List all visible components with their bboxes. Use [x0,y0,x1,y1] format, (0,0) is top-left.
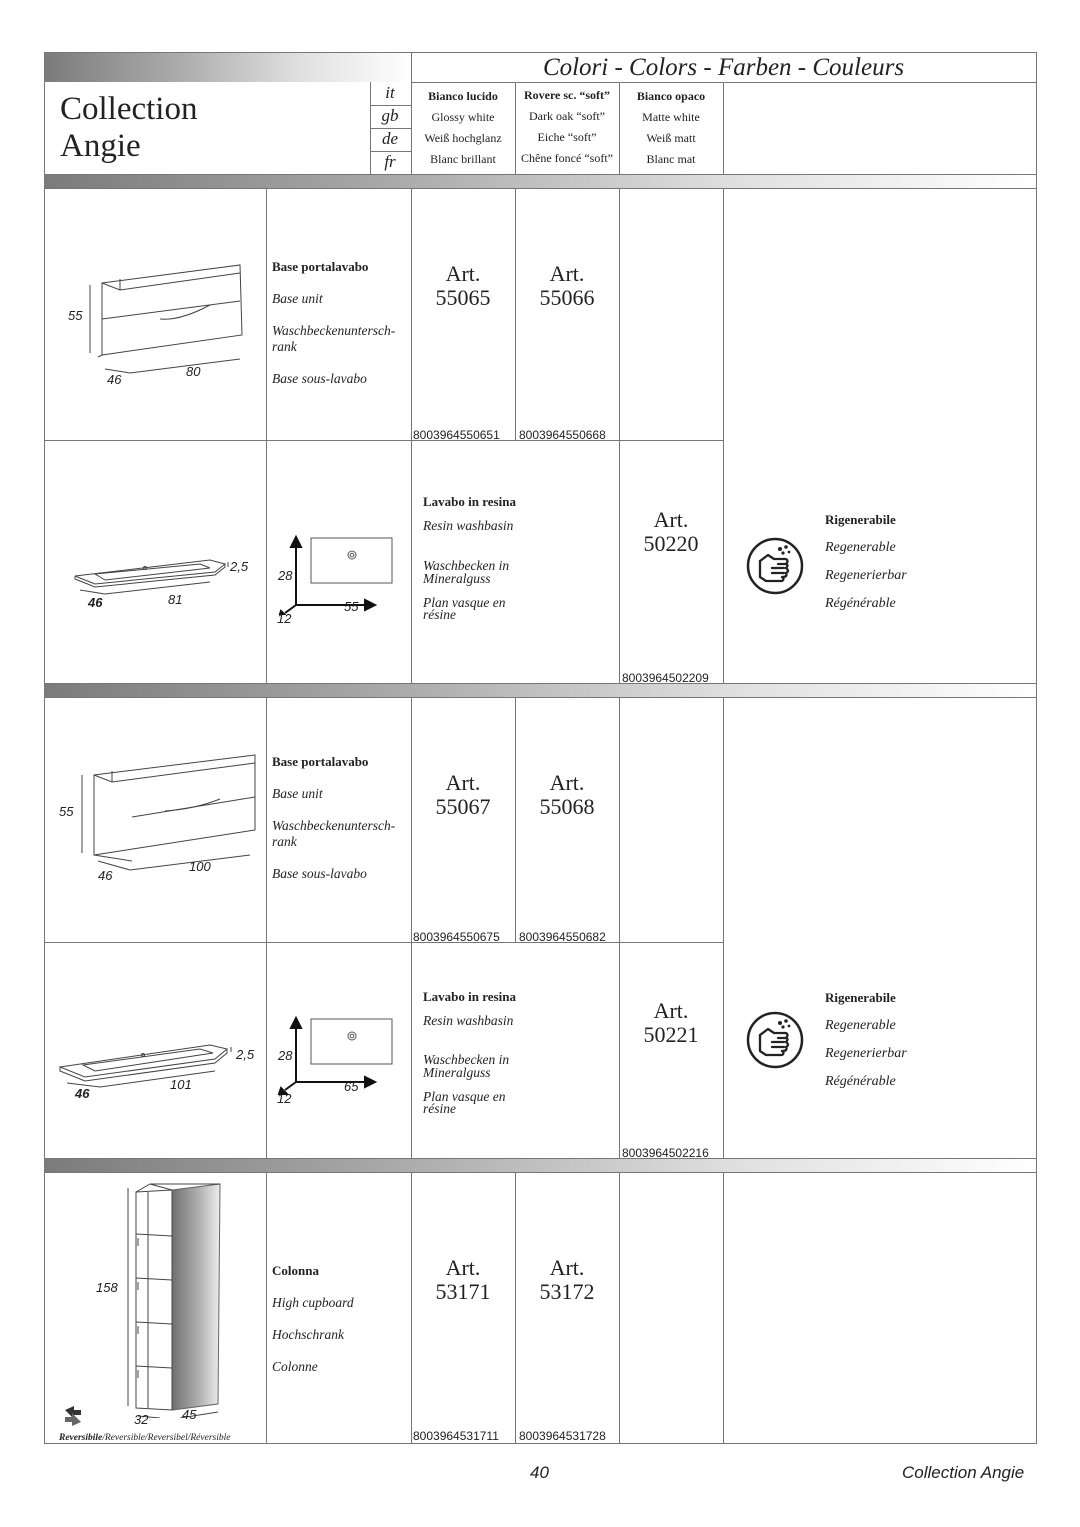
regen-2-de: Regenerierbar [825,1046,907,1061]
base-2-dim-width: 100 [189,859,211,874]
base-1-name-gb: Base unit [272,291,323,306]
art-label: Art. [549,261,585,286]
regen-2-it: Rigenerabile [825,990,896,1005]
basin-1-dim-box-height: 28 [278,568,293,583]
basin-1-name-fr-2: résine [423,607,456,622]
color-1-it: Bianco lucido [428,89,498,103]
color-3-de: Weiß matt [646,131,696,145]
header-gradient-bar [44,53,411,82]
regen-2-fr: Régénérable [825,1074,896,1089]
lang-gb: gb [381,106,399,125]
base-1-name-fr: Base sous-lavabo [272,371,367,386]
basin-2-top-view-drawing [275,1016,400,1096]
basin-1-dim-width: 81 [168,592,183,607]
base-unit-80-drawing [50,255,260,395]
reversible-note-bold: Reversibile [59,1433,103,1443]
reversible-icon [62,1404,84,1428]
base-unit-100-drawing [50,745,265,885]
base-2-name-gb: Base unit [272,786,323,801]
color-2-de: Eiche “soft” [537,130,597,144]
lang-it: it [385,83,395,102]
basin-2-dim-thickness: 2,5 [236,1047,255,1062]
ean-code: 8003964550651 [413,428,500,442]
base-2-dim-height: 55 [59,804,74,819]
basin-1-top-view-drawing [275,535,400,615]
art-label: Art. [549,770,585,795]
reversible-note-rest: /Reversible/Reversibel/Réversible [102,1433,231,1443]
page-number: 40 [530,1463,549,1482]
ean-code: 8003964502209 [622,671,709,685]
section-bar-2 [44,683,1036,697]
basin-2-dim-width: 101 [170,1077,192,1092]
base-2-name-fr: Base sous-lavabo [272,866,367,881]
column-name-it: Colonna [272,1263,319,1278]
column-dim-height: 158 [96,1280,118,1295]
color-2-it: Rovere sc. “soft” [523,88,611,102]
basin-101-drawing [55,1035,240,1090]
art-code: 55066 [539,285,595,310]
base-1-dim-depth: 46 [107,372,122,387]
basin-2-name-de-2: Mineralguss [423,1065,491,1080]
footer-collection: Collection Angie [902,1463,1025,1482]
base-2-name-it: Base portalavabo [272,754,369,769]
base-1-dim-width: 80 [186,364,201,379]
base-1-name-it: Base portalavabo [272,259,369,274]
regen-1-de: Regenerierbar [825,568,907,583]
basin-2-name-gb: Resin washbasin [423,1013,514,1028]
ean-code: 8003964550682 [519,930,606,944]
ean-code: 8003964531711 [413,1429,499,1443]
art-label: Art. [445,770,481,795]
art-label: Art. [653,998,689,1023]
basin-1-name-it: Lavabo in resina [423,494,516,509]
basin-1-dim-box-width: 55 [344,599,359,614]
ean-code: 8003964550668 [519,428,606,442]
collection-title-line1: Collection [60,91,198,127]
regenerable-hand-icon [746,537,804,595]
art-code: 55067 [435,794,491,819]
ean-code: 8003964550675 [413,930,500,944]
lang-fr: fr [384,152,396,171]
color-1-fr: Blanc brillant [430,152,496,166]
color-3-gb: Matte white [642,110,700,124]
art-label: Art. [549,1255,585,1280]
column-drawing [120,1178,230,1418]
art-code: 53171 [435,1279,491,1304]
regen-1-fr: Régénérable [825,596,896,611]
base-2-dim-depth: 46 [98,868,113,883]
regenerable-hand-icon [746,1011,804,1069]
art-code: 55065 [435,285,491,310]
basin-1-name-gb: Resin washbasin [423,518,514,533]
art-label: Art. [653,507,689,532]
basin-2-name-it: Lavabo in resina [423,989,516,1004]
basin-2-name-fr-2: résine [423,1101,456,1116]
column-name-gb: High cupboard [272,1295,354,1310]
base-1-dim-height: 55 [68,308,83,323]
column-name-de: Hochschrank [272,1327,344,1342]
regen-1-it: Rigenerabile [825,512,896,527]
column-dim-width: 45 [182,1407,197,1422]
basin-1-dim-thickness: 2,5 [230,559,249,574]
colors-title: Colori - Colors - Farben - Couleurs [542,54,905,81]
basin-2-dim-box-width: 65 [344,1079,359,1094]
art-code: 53172 [539,1279,595,1304]
ean-code: 8003964531728 [519,1429,606,1443]
color-1-de: Weiß hochglanz [424,131,502,145]
regen-2-gb: Regenerable [825,1018,896,1033]
art-code: 55068 [539,794,595,819]
art-label: Art. [445,1255,481,1280]
color-1-gb: Glossy white [431,110,495,124]
art-code: 50220 [643,531,699,556]
color-3-fr: Blanc mat [646,152,696,166]
basin-2-name-de-1: Waschbecken in [423,1052,510,1067]
art-code: 50221 [643,1022,699,1047]
basin-2-dim-depth: 46 [75,1086,90,1101]
ean-code: 8003964502216 [622,1146,709,1160]
basin-2-dim-box-depth: 12 [277,1091,292,1106]
base-1-name-de-2: rank [272,339,297,354]
basin-1-name-de-2: Mineralguss [423,571,491,586]
base-1-name-de-1: Waschbeckenuntersch- [272,323,396,338]
basin-1-dim-box-depth: 12 [277,611,292,626]
color-3-it: Bianco opaco [636,89,706,103]
regen-1-gb: Regenerable [825,540,896,555]
base-2-name-de-2: rank [272,834,297,849]
base-2-name-de-1: Waschbeckenuntersch- [272,818,396,833]
basin-1-name-fr-1: Plan vasque en [423,595,506,610]
column-name-fr: Colonne [272,1359,318,1374]
lang-de: de [381,129,399,148]
basin-1-dim-depth: 46 [88,595,103,610]
basin-2-name-fr-1: Plan vasque en [423,1089,506,1104]
section-bar-3 [44,1158,1036,1172]
basin-1-name-de-1: Waschbecken in [423,558,510,573]
section-bar-1 [44,174,1036,188]
basin-81-drawing [60,550,240,600]
reversible-note [59,1433,230,1443]
column-dim-depth: 32 [134,1412,149,1427]
color-2-gb: Dark oak “soft” [529,109,605,123]
basin-2-dim-box-height: 28 [278,1048,293,1063]
art-label: Art. [445,261,481,286]
color-2-fr: Chêne foncé “soft” [521,151,613,165]
collection-title-line2: Angie [60,128,141,164]
